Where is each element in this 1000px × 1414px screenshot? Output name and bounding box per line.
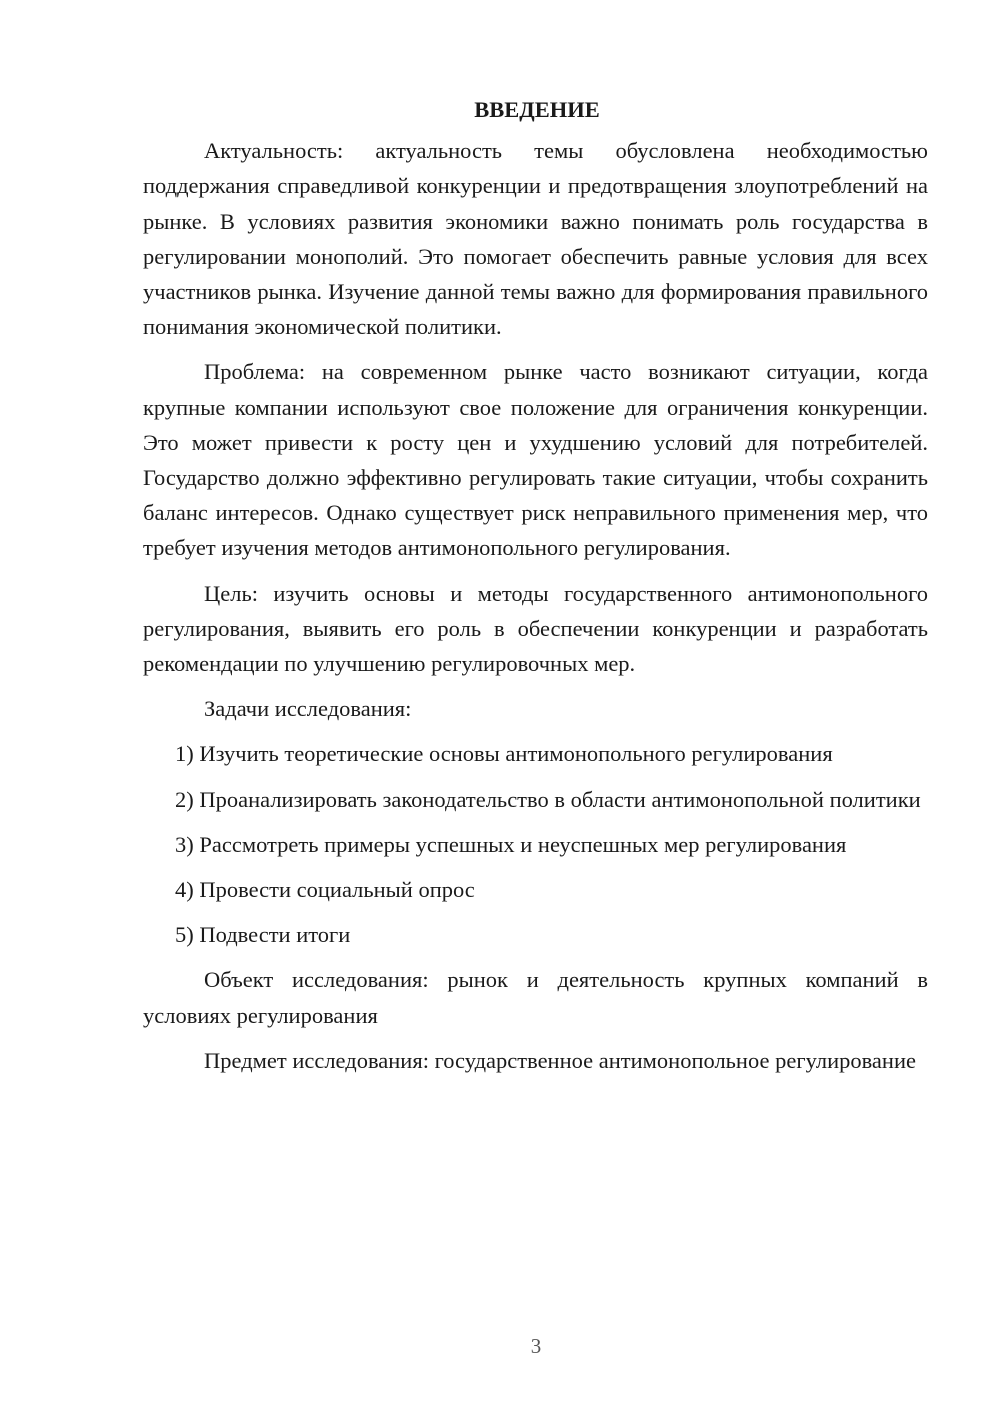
section-title: ВВЕДЕНИЕ: [474, 97, 600, 122]
task-item: 5) Подвести итоги: [175, 922, 351, 948]
task-list: [143, 736, 928, 952]
task-item: 3) Рассмотреть примеры успешных и неуспешных мер регулирования: [175, 831, 847, 857]
task-item: 2) Проанализировать законодательство в области антимонопольной политики: [175, 786, 921, 812]
task-item: 1) Изучить теоретические основы антимонопольного регулирования: [175, 741, 833, 767]
paragraph-object: Объект исследования: рынок и деятельность крупных компаний в условиях регулирования: [143, 967, 928, 1028]
tasks-heading: Задачи исследования:: [204, 696, 412, 722]
paragraph-problem: Проблема: на современном рынке часто возникают ситуации, когда крупные компании используют свое положение для ограничения конкуренции. Это может привести к росту цен и ухудшению условий для потребителей. Государство должно эффективно регулировать такие ситуации, чтобы сохранить баланс интересов. Однако существует риск неправильного применения мер, что требует изучения методов антимонопольного регулирования.: [143, 359, 928, 561]
paragraph-subject: Предмет исследования: государственное антимонопольное регулирование: [204, 1047, 916, 1073]
paragraph-goal: Цель: изучить основы и методы государственного антимонопольного регулирования, выявить его роль в обеспечении конкуренции и разработать рекомендации по улучшению регулировочных мер.: [143, 580, 928, 677]
document-page: [143, 92, 928, 1088]
paragraph-relevance: Актуальность: актуальность темы обусловлена необходимостью поддержания справедливой конкуренции и предотвращения злоупотреблений на рынке. В условиях развития экономики важно понимать роль государства в регулировании монополий. Это помогает обеспечить равные условия для всех участников рынка. Изучение данной темы важно для формирования правильного понимания экономической политики.: [143, 138, 928, 340]
task-item: 4) Провести социальный опрос: [175, 877, 475, 903]
page-number: 3: [530, 1334, 542, 1358]
